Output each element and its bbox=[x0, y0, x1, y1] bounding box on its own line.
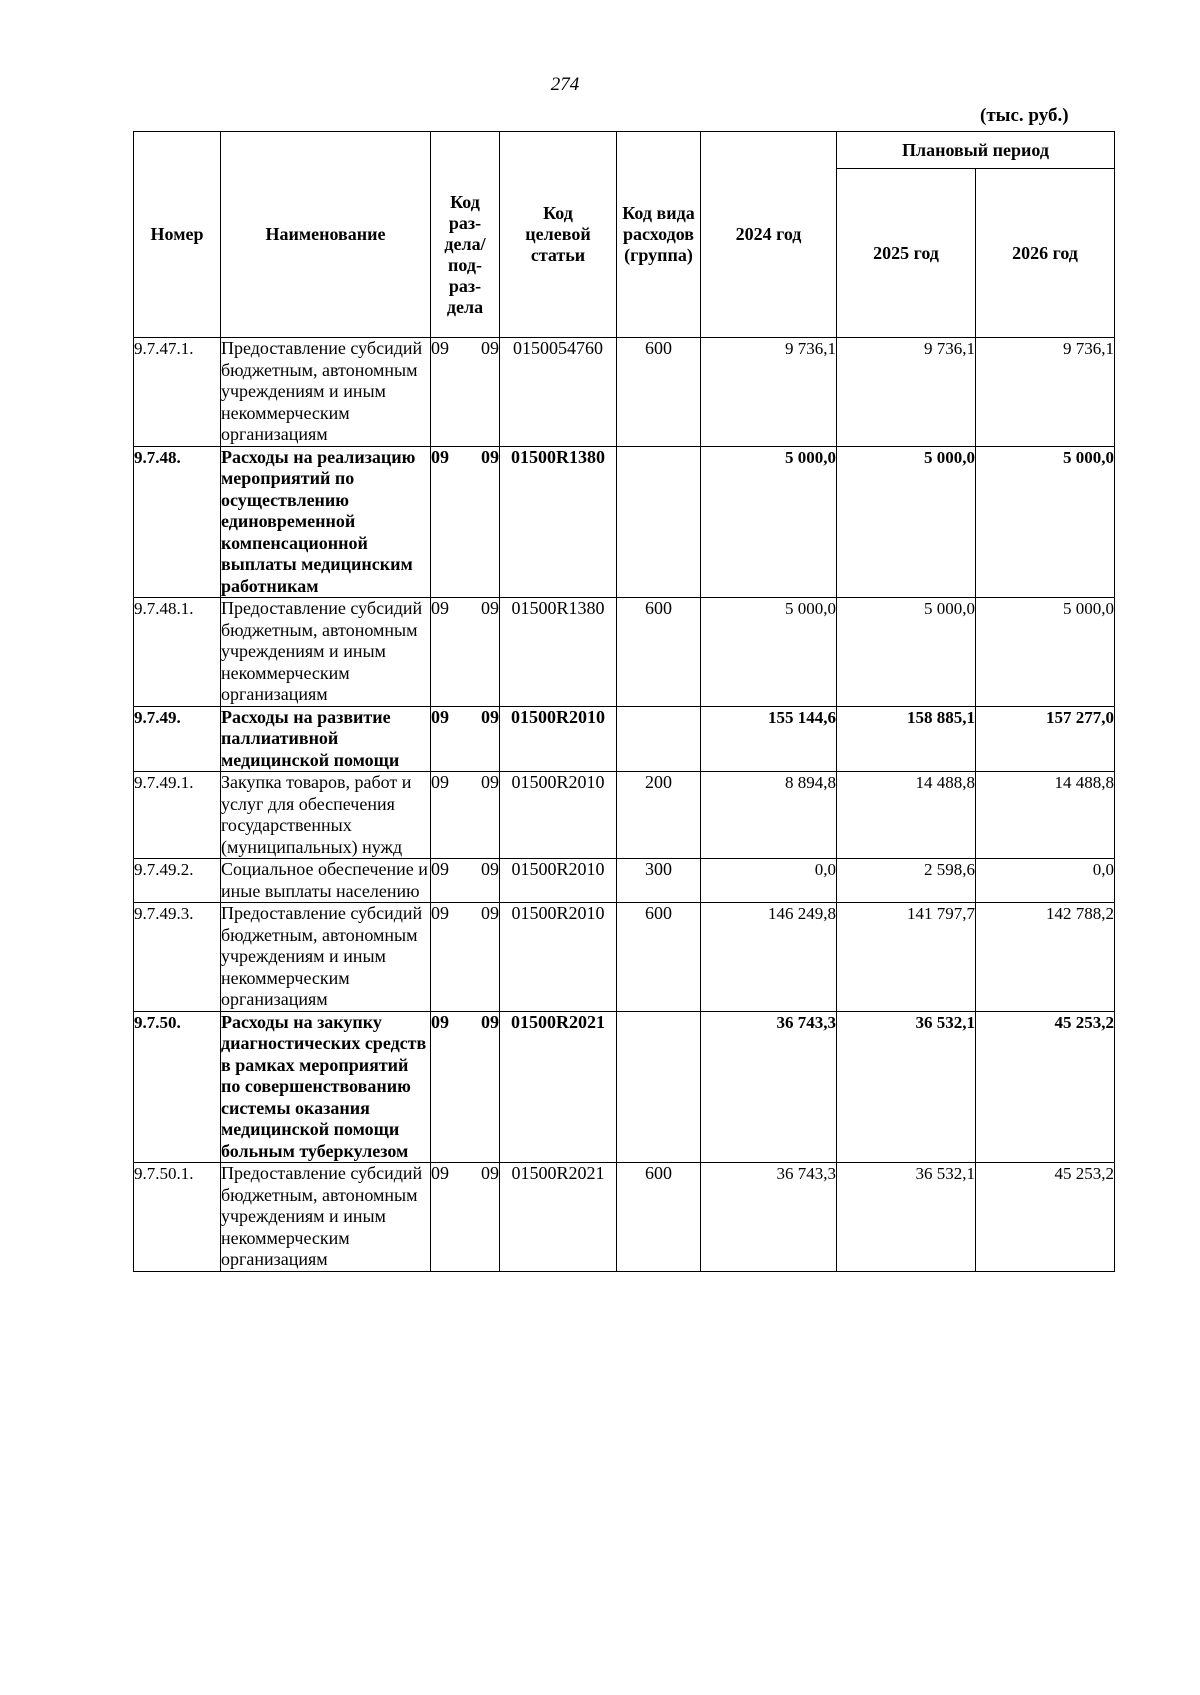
row-amount-2024: 9 736,1 bbox=[701, 338, 837, 447]
row-amount-2026: 45 253,2 bbox=[976, 1163, 1115, 1272]
row-amount-2026: 14 488,8 bbox=[976, 772, 1115, 859]
row-name: Расходы на реализацию мероприятий по осуществлению единовременной компенсационной выплаты медицинским работникам bbox=[221, 446, 431, 598]
row-expense-type: 200 bbox=[617, 772, 701, 859]
row-target-code: 01500R1380 bbox=[500, 446, 617, 598]
header-target-code: Код целевой статьи bbox=[500, 132, 617, 338]
table-body bbox=[134, 338, 1115, 1272]
row-name: Закупка товаров, работ и услуг для обеспечения государственных (муниципальных) нужд bbox=[221, 772, 431, 859]
row-amount-2025: 2 598,6 bbox=[837, 859, 976, 903]
row-subsection: 09 bbox=[481, 598, 499, 618]
row-amount-2025: 5 000,0 bbox=[837, 446, 976, 598]
table-row bbox=[134, 706, 1115, 772]
units-label: (тыс. руб.) bbox=[980, 105, 1069, 126]
row-subsection: 09 bbox=[481, 859, 499, 879]
row-expense-type: 300 bbox=[617, 859, 701, 903]
row-section-code bbox=[431, 1011, 500, 1163]
header-year-2026: 2026 год bbox=[976, 169, 1115, 338]
header-number: Номер bbox=[134, 132, 221, 338]
table-row bbox=[134, 338, 1115, 447]
row-target-code: 01500R1380 bbox=[500, 598, 617, 707]
row-amount-2024: 8 894,8 bbox=[701, 772, 837, 859]
row-number: 9.7.47.1. bbox=[134, 338, 221, 447]
header-year-2025: 2025 год bbox=[837, 169, 976, 338]
row-section-code bbox=[431, 706, 500, 772]
row-section-code bbox=[431, 903, 500, 1012]
row-amount-2025: 158 885,1 bbox=[837, 706, 976, 772]
row-expense-type bbox=[617, 446, 701, 598]
row-amount-2025: 36 532,1 bbox=[837, 1011, 976, 1163]
row-amount-2025: 36 532,1 bbox=[837, 1163, 976, 1272]
row-amount-2025: 9 736,1 bbox=[837, 338, 976, 447]
row-number: 9.7.48.1. bbox=[134, 598, 221, 707]
row-name: Предоставление субсидий бюджетным, автономным учреждениям и иным некоммерческим организациям bbox=[221, 598, 431, 707]
table-row bbox=[134, 1011, 1115, 1163]
row-amount-2025: 141 797,7 bbox=[837, 903, 976, 1012]
row-amount-2026: 0,0 bbox=[976, 859, 1115, 903]
header-section-code: Код раз- дела/ под- раз- дела bbox=[431, 132, 500, 338]
row-section: 09 bbox=[431, 1011, 449, 1032]
row-amount-2024: 0,0 bbox=[701, 859, 837, 903]
row-section-code bbox=[431, 772, 500, 859]
row-expense-type: 600 bbox=[617, 598, 701, 707]
row-subsection: 09 bbox=[481, 338, 499, 358]
row-amount-2024: 36 743,3 bbox=[701, 1011, 837, 1163]
row-target-code: 01500R2010 bbox=[500, 859, 617, 903]
row-name: Предоставление субсидий бюджетным, автономным учреждениям и иным некоммерческим организациям bbox=[221, 338, 431, 447]
row-subsection: 09 bbox=[481, 1011, 499, 1032]
row-target-code: 01500R2021 bbox=[500, 1011, 617, 1163]
row-expense-type bbox=[617, 1011, 701, 1163]
table-row bbox=[134, 772, 1115, 859]
row-amount-2025: 5 000,0 bbox=[837, 598, 976, 707]
table-row bbox=[134, 446, 1115, 598]
row-expense-type: 600 bbox=[617, 1163, 701, 1272]
row-number: 9.7.49.1. bbox=[134, 772, 221, 859]
row-number: 9.7.48. bbox=[134, 446, 221, 598]
row-number: 9.7.49. bbox=[134, 706, 221, 772]
row-target-code: 01500R2010 bbox=[500, 903, 617, 1012]
row-name: Предоставление субсидий бюджетным, автономным учреждениям и иным некоммерческим организациям bbox=[221, 1163, 431, 1272]
row-name: Социальное обеспечение и иные выплаты населению bbox=[221, 859, 431, 903]
row-amount-2024: 36 743,3 bbox=[701, 1163, 837, 1272]
row-section-code bbox=[431, 598, 500, 707]
row-section: 09 bbox=[431, 338, 449, 358]
table-row bbox=[134, 1163, 1115, 1272]
row-section-code bbox=[431, 446, 500, 598]
row-number: 9.7.50.1. bbox=[134, 1163, 221, 1272]
row-name: Предоставление субсидий бюджетным, автономным учреждениям и иным некоммерческим организациям bbox=[221, 903, 431, 1012]
row-section-code bbox=[431, 859, 500, 903]
table-row bbox=[134, 859, 1115, 903]
row-expense-type: 600 bbox=[617, 338, 701, 447]
row-amount-2024: 155 144,6 bbox=[701, 706, 837, 772]
row-target-code: 01500R2021 bbox=[500, 1163, 617, 1272]
row-target-code: 01500R2010 bbox=[500, 706, 617, 772]
header-name: Наименование bbox=[221, 132, 431, 338]
header-plan-period: Плановый период bbox=[837, 132, 1115, 169]
row-section-code bbox=[431, 1163, 500, 1272]
row-amount-2026: 9 736,1 bbox=[976, 338, 1115, 447]
row-section: 09 bbox=[431, 598, 449, 618]
row-section: 09 bbox=[431, 772, 449, 792]
budget-table bbox=[133, 131, 1115, 1272]
table-row bbox=[134, 903, 1115, 1012]
row-section: 09 bbox=[431, 859, 449, 879]
row-subsection: 09 bbox=[481, 903, 499, 923]
row-section: 09 bbox=[431, 1163, 449, 1183]
header-expense-type: Код вида расходов (группа) bbox=[617, 132, 701, 338]
row-number: 9.7.50. bbox=[134, 1011, 221, 1163]
row-amount-2024: 5 000,0 bbox=[701, 598, 837, 707]
row-subsection: 09 bbox=[481, 446, 499, 467]
row-section: 09 bbox=[431, 706, 449, 727]
row-name: Расходы на закупку диагностических средств в рамках мероприятий по совершенствованию системы оказания медицинской помощи больным туберкулезом bbox=[221, 1011, 431, 1163]
table-header bbox=[134, 132, 1115, 338]
row-section: 09 bbox=[431, 903, 449, 923]
row-amount-2024: 5 000,0 bbox=[701, 446, 837, 598]
row-expense-type bbox=[617, 706, 701, 772]
table-row bbox=[134, 598, 1115, 707]
row-subsection: 09 bbox=[481, 1163, 499, 1183]
row-subsection: 09 bbox=[481, 772, 499, 792]
row-subsection: 09 bbox=[481, 706, 499, 727]
row-amount-2026: 157 277,0 bbox=[976, 706, 1115, 772]
row-section-code bbox=[431, 338, 500, 447]
row-amount-2024: 146 249,8 bbox=[701, 903, 837, 1012]
row-target-code: 0150054760 bbox=[500, 338, 617, 447]
row-amount-2026: 45 253,2 bbox=[976, 1011, 1115, 1163]
row-name: Расходы на развитие паллиативной медицинской помощи bbox=[221, 706, 431, 772]
row-section: 09 bbox=[431, 446, 449, 467]
row-target-code: 01500R2010 bbox=[500, 772, 617, 859]
row-amount-2025: 14 488,8 bbox=[837, 772, 976, 859]
row-amount-2026: 142 788,2 bbox=[976, 903, 1115, 1012]
row-amount-2026: 5 000,0 bbox=[976, 598, 1115, 707]
row-number: 9.7.49.2. bbox=[134, 859, 221, 903]
row-number: 9.7.49.3. bbox=[134, 903, 221, 1012]
row-expense-type: 600 bbox=[617, 903, 701, 1012]
page-number: 274 bbox=[550, 74, 580, 95]
row-amount-2026: 5 000,0 bbox=[976, 446, 1115, 598]
header-year-2024: 2024 год bbox=[701, 132, 837, 338]
